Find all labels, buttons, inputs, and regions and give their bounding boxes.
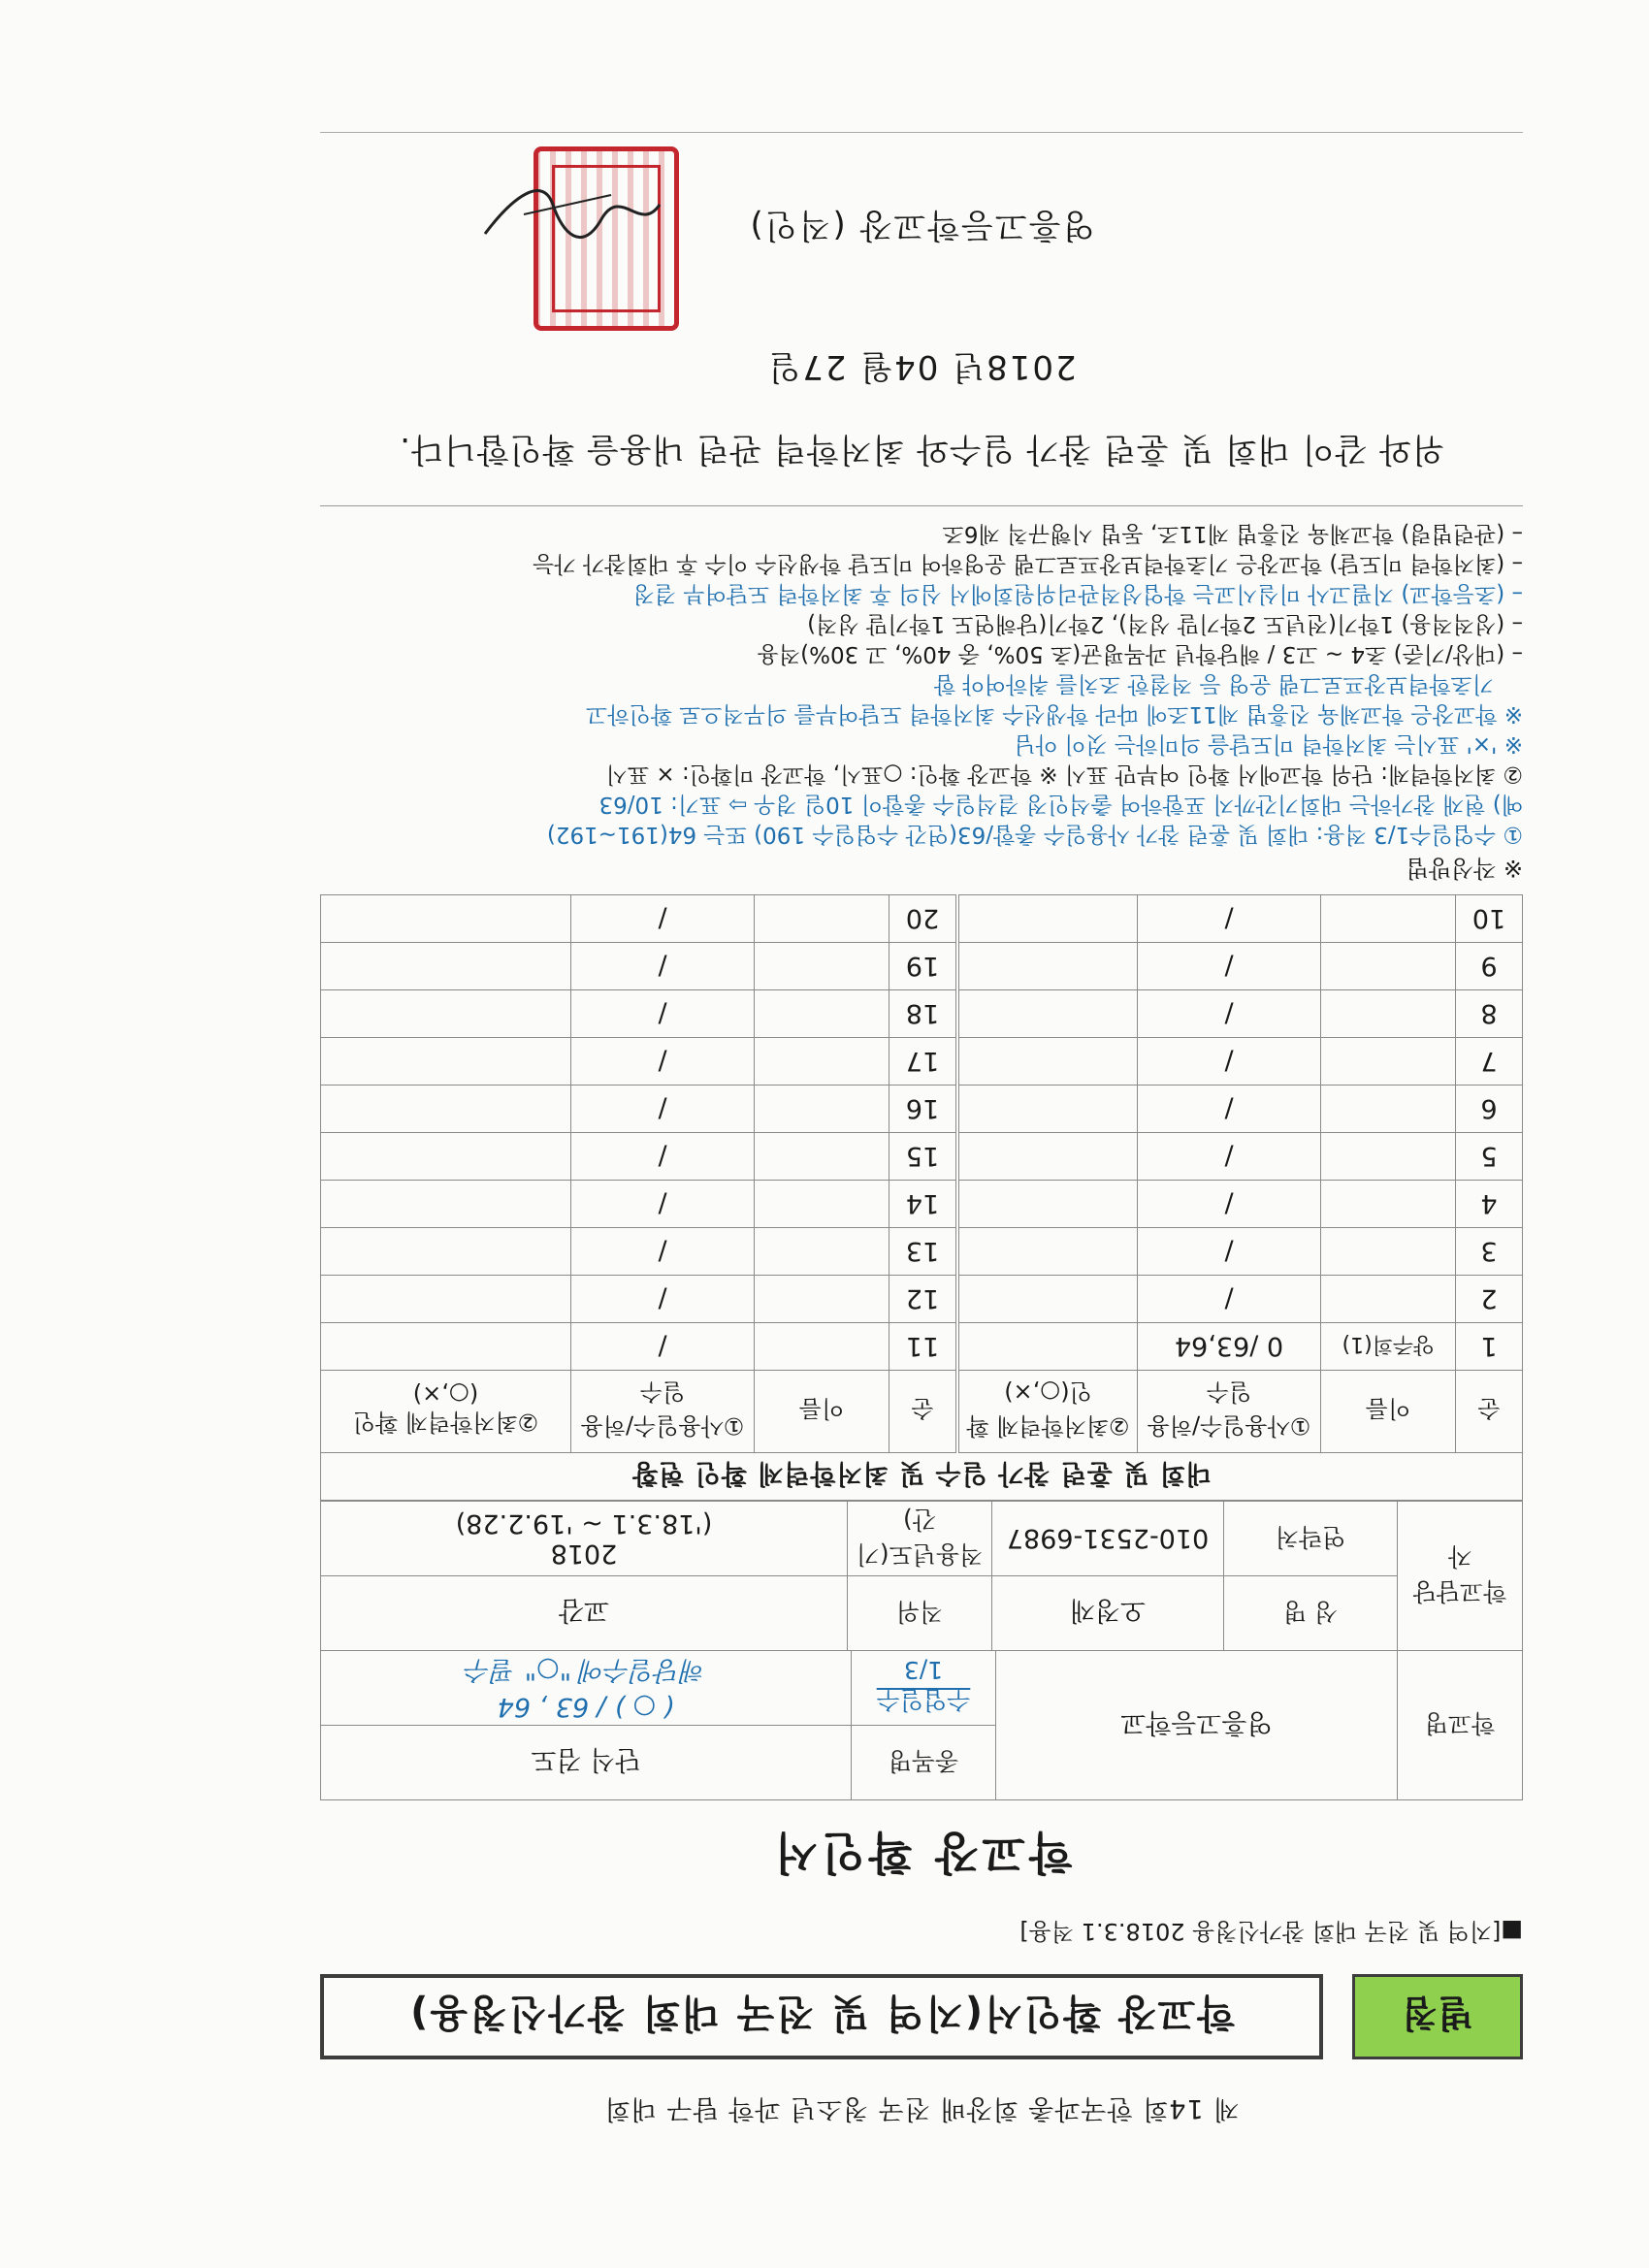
roster-check (957, 990, 1138, 1038)
roster-no: 1 (1456, 1323, 1523, 1371)
person-in-charge-label: 학교담당자 (1398, 1502, 1523, 1651)
col-no: 순 (1456, 1371, 1523, 1453)
roster-name (755, 1276, 889, 1323)
roster-name (755, 1085, 889, 1133)
detail-1: – (대상/기준) 초4 ~ 고3 / 해당학년 과목평균(초 50%, 중 40%, 고 30%)적용 (757, 641, 1523, 666)
detail-5: – (관련법령) 학교체육 진흥법 제11조, 동법 시행규칙 제6조 (942, 521, 1523, 546)
school-info-table (320, 1501, 1523, 1800)
roster-check (321, 1276, 571, 1323)
roster-table (320, 894, 1523, 1501)
roster-row (321, 1085, 1523, 1133)
note-1b: 예) 현재 참가하는 대회기간까지 포함하여 출석인정 결석일수 총합이 10일 경우 ⇨ 표기: 10/63 (598, 792, 1523, 817)
roster-check (321, 1181, 571, 1228)
roster-days: / (1138, 943, 1321, 990)
school-name-value: 영흥고등학교 (996, 1651, 1398, 1800)
roster-name (755, 1181, 889, 1228)
roster-check (957, 895, 1138, 943)
roster-days: / (571, 943, 755, 990)
roster-no: 2 (1456, 1276, 1523, 1323)
roster-header-row (321, 1371, 1523, 1453)
roster-check (321, 1133, 571, 1181)
attend-days-ratio: 1/3 (903, 1656, 944, 1685)
roster-no: 14 (889, 1181, 958, 1228)
roster-no: 20 (889, 895, 958, 943)
col-check-2: ②최저학력제 확인(○,×) (321, 1371, 571, 1453)
col-check: ②최저학력제 확인(○,×) (957, 1371, 1138, 1453)
roster-days: / (1138, 1038, 1321, 1085)
roster-name (1321, 1133, 1456, 1181)
roster-row (321, 1228, 1523, 1276)
attend-days-note: 해당일수에 "○" 필수 (465, 1655, 707, 1685)
position-value: 교감 (558, 1595, 610, 1626)
roster-check (957, 1038, 1138, 1085)
period-year: 2018 (550, 1539, 618, 1569)
detail-3: – (초등학교) 지필고사 미실시교는 학업성적관리위원회에서 심의 후 최저학력 도달여부 결정 (632, 581, 1523, 606)
event-title: 제 14회 한국과총 회장배 전국 청소년 과학 탐구 대회 (603, 2093, 1240, 2123)
roster-check (321, 990, 571, 1038)
roster-row (321, 1276, 1523, 1323)
roster-row (321, 1133, 1523, 1181)
roster-body (321, 895, 1523, 1371)
roster-no: 4 (1456, 1181, 1523, 1228)
attend-days-label (852, 1651, 996, 1726)
roster-no: 19 (889, 943, 958, 990)
roster-name (1321, 943, 1456, 990)
roster-days: / (1138, 895, 1321, 943)
header-row (320, 1974, 1523, 2059)
roster-days: / (571, 990, 755, 1038)
instructions-heading: ※ 작성방법 (1406, 855, 1523, 882)
roster-name (755, 1133, 889, 1181)
document-sheet (320, 132, 1523, 2142)
roster-no: 8 (1456, 990, 1523, 1038)
attend-days-label-text: 수업일수 (876, 1686, 971, 1715)
col-name-2: 이름 (755, 1371, 889, 1453)
phone-label: 연락처 (1224, 1502, 1398, 1575)
roster-name: 양주희(1) (1321, 1323, 1456, 1371)
instructions (320, 518, 1523, 883)
roster-no: 9 (1456, 943, 1523, 990)
roster-check (957, 1181, 1138, 1228)
detail-2: – (성적적용) 1학기(전년도 2학기말 성적), 2학기(당해연도 1학기말 성적) (807, 611, 1523, 636)
roster-no: 3 (1456, 1228, 1523, 1276)
roster-row (321, 943, 1523, 990)
note-1a: ① 수업일수1/3 적용: 대회 및 훈련 참가 사용일수 총합/63(연간 수업일수 190) 또는 64(191~192) (546, 822, 1523, 847)
handwritten-signature (475, 176, 669, 253)
roster-name (1321, 1085, 1456, 1133)
contact-block (321, 1502, 1398, 1576)
roster-no: 11 (889, 1323, 958, 1371)
roster-days: / (571, 1085, 755, 1133)
col-days-2: ①사용일수/허용일수 (571, 1371, 755, 1453)
roster-days: / (1138, 1276, 1321, 1323)
period-range: ('18.3.1 ~ '19.2.28) (455, 1508, 713, 1539)
roster-name (755, 895, 889, 943)
col-no-2: 순 (889, 1371, 958, 1453)
roster-no: 6 (1456, 1085, 1523, 1133)
document-title-box: 학교장 확인서(지역 및 전국 대회 참가신청용) (320, 1974, 1323, 2059)
roster-name (1321, 1181, 1456, 1228)
col-name: 이름 (1321, 1371, 1456, 1453)
roster-days: / (1138, 1228, 1321, 1276)
roster-days: / (1138, 1133, 1321, 1181)
roster-days: / (571, 1038, 755, 1085)
roster-no: 16 (889, 1085, 958, 1133)
roster-check (321, 1085, 571, 1133)
roster-days: / (571, 895, 755, 943)
roster-check (957, 1323, 1138, 1371)
roster-check (321, 1323, 571, 1371)
roster-check (321, 943, 571, 990)
roster-days: / (571, 1181, 755, 1228)
main-title: 학교장 확인서 (770, 1827, 1073, 1879)
position-label: 직위 (848, 1576, 992, 1650)
roster-days: / (1138, 1181, 1321, 1228)
detail-4: – (최저학력 미도달) 학교장은 기초학력보장프로그램 운영하여 미도달 학생선수 이수 후 대회참가 가능 (533, 551, 1523, 576)
roster-name (755, 1323, 889, 1371)
roster-days: / (571, 1276, 755, 1323)
special-note-1: ※ '×' 표시는 최저학력 미도달을 의미하는 것이 아님 (1014, 731, 1523, 757)
roster-days: / (571, 1228, 755, 1276)
roster-no: 7 (1456, 1038, 1523, 1085)
roster-name (1321, 895, 1456, 943)
roster-name (1321, 1276, 1456, 1323)
roster-days: / (571, 1133, 755, 1181)
roster-no: 15 (889, 1133, 958, 1181)
roster-name (1321, 1038, 1456, 1085)
signature-row (320, 137, 1523, 321)
roster-days: / (571, 1323, 755, 1371)
roster-name (755, 1228, 889, 1276)
roster-section-title: 대회 및 훈련 참가 일수 및 최저학력제 확인 현황 (321, 1453, 1523, 1501)
confirmation-statement: 위와 같이 대회 및 훈련 참가 일수와 최저학력 관련 내용을 확인합니다. (399, 430, 1444, 469)
person-name-value: 오정재 (992, 1576, 1224, 1650)
person-in-charge-block (321, 1576, 1398, 1651)
roster-name (755, 1038, 889, 1085)
col-days: ①사용일수/허용일수 (1138, 1371, 1321, 1453)
period-label: 적용년도(기간) (848, 1502, 992, 1575)
roster-row (321, 895, 1523, 943)
school-name-label: 학교명 (1398, 1651, 1523, 1800)
rule-note: ■[지역 및 전국 대회 참가신청용 2018.3.1 적용] (1019, 1918, 1523, 1945)
special-note-2a: ※ 학교장은 학교체육 진흥법 제11조에 따라 학생선수 최저학력 도달여부를 의무적으로 확인하고 (586, 701, 1523, 727)
divider (320, 505, 1523, 506)
roster-check (957, 1133, 1138, 1181)
roster-no: 13 (889, 1228, 958, 1276)
roster-name (755, 990, 889, 1038)
roster-check (321, 1228, 571, 1276)
roster-name (1321, 990, 1456, 1038)
roster-no: 18 (889, 990, 958, 1038)
roster-no: 5 (1456, 1133, 1523, 1181)
principal-signature-line: 영흥고등학교장 (직인) (748, 206, 1095, 245)
roster-row (321, 990, 1523, 1038)
sport-label: 종목명 (852, 1726, 996, 1800)
sport-value: 단식 검도 (321, 1726, 852, 1800)
bottom-rule (320, 132, 1523, 133)
attachment-tag: 별첨 (1352, 1974, 1523, 2059)
roster-name (1321, 1228, 1456, 1276)
attend-days-formula: ( ○ ) / 63 , 64 (497, 1692, 675, 1722)
roster-days: / (1138, 1085, 1321, 1133)
roster-check (957, 943, 1138, 990)
roster-name (755, 943, 889, 990)
roster-check (321, 1038, 571, 1085)
period-value (321, 1502, 848, 1575)
note-2: ② 최저학력제: 단위 학교에서 확인 여부만 표시 ※ 학교장 확인: ○표시, 학교장 미확인: × 표시 (605, 761, 1523, 787)
roster-check (957, 1085, 1138, 1133)
roster-days: / (1138, 990, 1321, 1038)
issue-date: 2018년 04월 27일 (766, 347, 1077, 386)
roster-no: 12 (889, 1276, 958, 1323)
roster-row (321, 1323, 1523, 1371)
roster-check (321, 895, 571, 943)
roster-no: 10 (1456, 895, 1523, 943)
phone-value: 010-2531-6987 (992, 1502, 1224, 1575)
special-note-2b: 기초학력보장프로그램 운영 등 적절한 조치를 취하여야 함 (933, 671, 1494, 697)
roster-check (957, 1276, 1138, 1323)
person-name-label: 성 명 (1224, 1576, 1398, 1650)
roster-row (321, 1038, 1523, 1085)
roster-no: 17 (889, 1038, 958, 1085)
roster-check (957, 1228, 1138, 1276)
roster-days: 0 /63,64 (1138, 1323, 1321, 1371)
attend-days-value (321, 1651, 852, 1726)
roster-row (321, 1181, 1523, 1228)
